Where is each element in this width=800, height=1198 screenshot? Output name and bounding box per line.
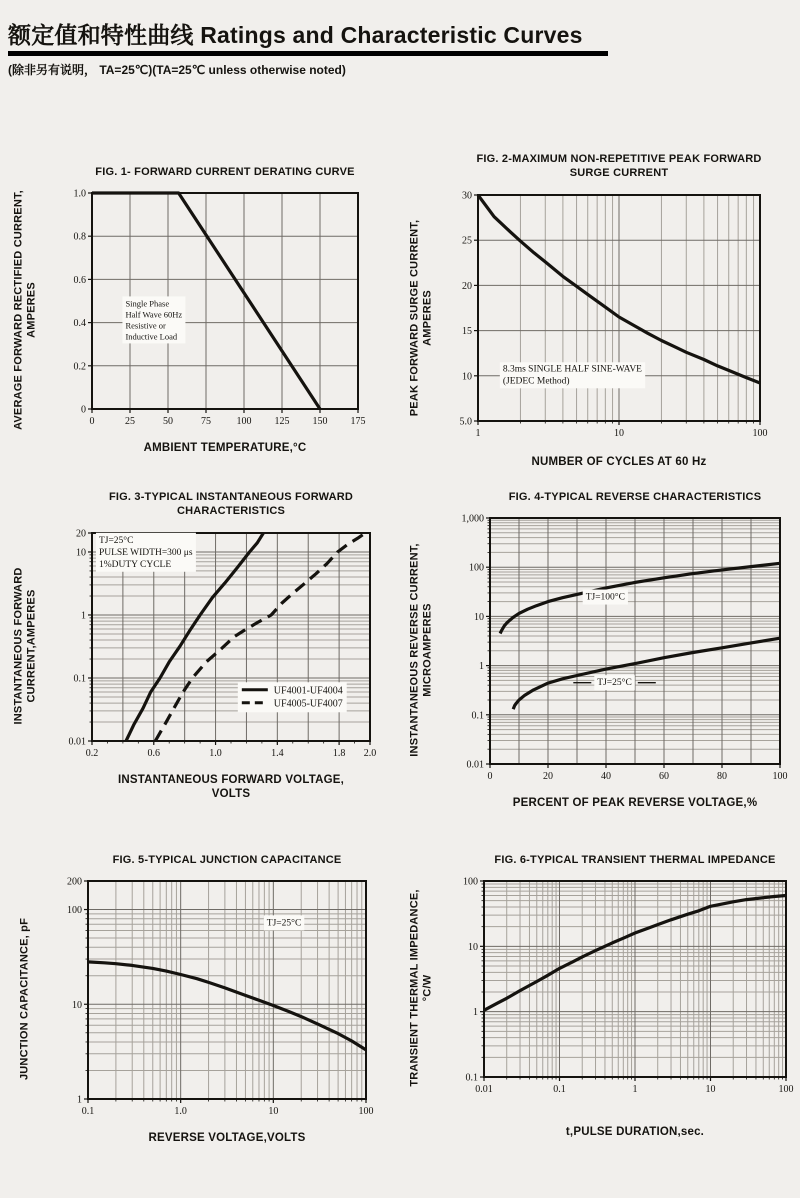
- figure-4-chart: [442, 510, 792, 790]
- svg-text:5.0: 5.0: [459, 416, 472, 428]
- svg-text:10: 10: [474, 612, 484, 624]
- svg-text:1.8: 1.8: [332, 747, 346, 759]
- svg-text:100: 100: [752, 427, 768, 439]
- svg-text:(JEDEC Method): (JEDEC Method): [502, 375, 570, 386]
- svg-text:25: 25: [125, 416, 135, 428]
- svg-text:175: 175: [350, 416, 366, 428]
- svg-text:2.0: 2.0: [363, 747, 377, 759]
- svg-text:10: 10: [76, 547, 86, 559]
- svg-text:0: 0: [487, 771, 493, 783]
- fig4-annotation-0: [583, 590, 628, 605]
- svg-text:0.01: 0.01: [68, 736, 86, 748]
- figure-6-y-axis-label: TRANSIENT THERMAL IMPEDANCE, °C/W: [408, 889, 433, 1087]
- figure-2-title: FIG. 2-MAXIMUM NON-REPETITIVE PEAK FORWARD SURGE CURRENT: [476, 153, 762, 180]
- figure-2-y-axis-label: PEAK FORWARD SURGE CURRENT, AMPERES: [408, 219, 433, 416]
- fig1-annotation-0: [122, 297, 185, 344]
- figure-4-y-axis-label: INSTANTANEOUS REVERSE CURRENT, MICROAMPERES: [408, 543, 433, 757]
- svg-text:100: 100: [463, 876, 478, 888]
- svg-text:0.6: 0.6: [73, 275, 86, 287]
- svg-text:0.2: 0.2: [85, 747, 99, 759]
- fig3-annotation-0: [96, 532, 196, 571]
- svg-text:10: 10: [614, 427, 624, 439]
- svg-text:100: 100: [469, 562, 484, 574]
- svg-text:0.1: 0.1: [73, 673, 86, 685]
- figure-3-title: FIG. 3-TYPICAL INSTANTANEOUS FORWARD CHARACTERISTICS: [108, 491, 354, 518]
- svg-text:15: 15: [462, 325, 472, 337]
- svg-text:200: 200: [67, 876, 82, 888]
- fig6-axis-ticks: [463, 877, 794, 1096]
- figure-6-x-axis-label: t,PULSE DURATION,sec.: [565, 1126, 705, 1139]
- svg-text:20: 20: [76, 528, 86, 540]
- figure-5-title: FIG. 5-TYPICAL JUNCTION CAPACITANCE: [112, 854, 342, 866]
- fig3-legend: [238, 682, 347, 712]
- page-title: [8, 22, 608, 56]
- page-subtitle: (除非另有说明， TA=25℃)(TA=25℃ unless otherwise noted): [8, 63, 346, 78]
- figure-6-title: FIG. 6-TYPICAL TRANSIENT THERMAL IMPEDANCE: [494, 854, 776, 866]
- svg-text:0.01: 0.01: [466, 759, 484, 771]
- svg-text:0.2: 0.2: [73, 361, 86, 373]
- svg-text:20: 20: [462, 280, 472, 292]
- svg-text:1: 1: [632, 1084, 638, 1096]
- svg-text:125: 125: [274, 416, 290, 428]
- svg-text:PULSE WIDTH=300 μs: PULSE WIDTH=300 μs: [98, 547, 193, 558]
- svg-text:Half Wave 60Hz: Half Wave 60Hz: [125, 309, 183, 320]
- svg-text:1.0: 1.0: [209, 747, 222, 759]
- fig4-major-gridlines: [490, 518, 780, 764]
- svg-text:1: 1: [81, 610, 86, 622]
- figure-4: [400, 490, 796, 811]
- figure-5: [4, 853, 394, 1146]
- svg-text:100: 100: [358, 1106, 374, 1118]
- figure-6-chart: [442, 873, 794, 1103]
- figure-1-title: FIG. 1- FORWARD CURRENT DERATING CURVE: [95, 166, 355, 178]
- svg-text:1.4: 1.4: [271, 747, 284, 759]
- figure-2-chart: [442, 187, 776, 449]
- figure-1: [4, 165, 394, 456]
- svg-text:0.8: 0.8: [73, 231, 86, 243]
- svg-text:100: 100: [778, 1084, 794, 1096]
- svg-text:1: 1: [479, 661, 484, 673]
- svg-text:0: 0: [81, 404, 86, 416]
- fig5-axis-ticks: [67, 877, 374, 1118]
- svg-text:0.1: 0.1: [81, 1106, 95, 1118]
- svg-text:Inductive Load: Inductive Load: [125, 331, 178, 342]
- figure-2: [400, 152, 796, 469]
- svg-text:0.1: 0.1: [553, 1084, 566, 1096]
- svg-text:0.4: 0.4: [73, 318, 86, 330]
- figure-1-chart: [46, 185, 382, 435]
- svg-text:1.0: 1.0: [174, 1106, 187, 1118]
- svg-text:20: 20: [543, 771, 553, 783]
- fig2-annotation-0: [500, 362, 645, 388]
- svg-text:30: 30: [462, 190, 472, 202]
- fig5-series: [88, 962, 366, 1050]
- svg-text:25: 25: [462, 235, 472, 247]
- figure-6: [400, 853, 796, 1140]
- svg-text:0.1: 0.1: [465, 1072, 478, 1084]
- svg-text:TJ=100°C: TJ=100°C: [585, 592, 625, 603]
- svg-text:100: 100: [236, 416, 252, 428]
- figure-5-x-axis-label: REVERSE VOLTAGE,VOLTS: [148, 1132, 306, 1145]
- svg-text:10: 10: [705, 1084, 716, 1096]
- page-title-en: Ratings and Characteristic Curves: [193, 22, 583, 48]
- svg-text:1%DUTY CYCLE: 1%DUTY CYCLE: [98, 559, 172, 570]
- svg-text:80: 80: [717, 771, 727, 783]
- svg-text:TJ=25°C: TJ=25°C: [266, 918, 302, 929]
- svg-text:40: 40: [601, 771, 611, 783]
- figure-3-y-axis-label: INSTANTANEOUS FORWARD CURRENT,AMPERES: [12, 567, 37, 725]
- svg-text:150: 150: [312, 416, 328, 428]
- page-header: [8, 22, 792, 78]
- svg-text:10: 10: [468, 942, 478, 954]
- fig1-axis-ticks: [74, 189, 366, 428]
- fig4-annotation-1: [573, 675, 656, 690]
- svg-text:1,000: 1,000: [461, 513, 484, 525]
- svg-text:1: 1: [473, 1007, 478, 1019]
- svg-text:10: 10: [462, 370, 472, 382]
- fig4-axis-ticks: [462, 514, 788, 783]
- page-title-cn: 额定值和特性曲线: [8, 22, 194, 48]
- figure-5-y-axis-label: JUNCTION CAPACITANCE, pF: [18, 918, 31, 1081]
- figure-1-x-axis-label: AMBIENT TEMPERATURE,°C: [143, 442, 307, 455]
- svg-text:100: 100: [772, 771, 788, 783]
- svg-text:UF4005-UF4007: UF4005-UF4007: [273, 697, 343, 709]
- figure-3-chart: [46, 525, 380, 767]
- svg-text:1: 1: [475, 427, 481, 439]
- svg-text:75: 75: [201, 416, 211, 428]
- figure-3: [4, 490, 394, 801]
- figure-5-chart: [46, 873, 382, 1125]
- figure-2-x-axis-label: NUMBER OF CYCLES AT 60 Hz: [531, 455, 707, 468]
- svg-text:100: 100: [67, 905, 82, 917]
- fig5-annotation-0: [264, 916, 305, 931]
- svg-text:0.1: 0.1: [471, 710, 484, 722]
- svg-text:UF4001-UF4004: UF4001-UF4004: [273, 684, 343, 696]
- figure-4-x-axis-label: PERCENT OF PEAK REVERSE VOLTAGE,%: [512, 797, 758, 810]
- figure-4-title: FIG. 4-TYPICAL REVERSE CHARACTERISTICS: [508, 491, 762, 503]
- svg-text:TJ=25°C: TJ=25°C: [597, 678, 632, 689]
- svg-text:0.01: 0.01: [475, 1084, 493, 1096]
- svg-text:0: 0: [89, 416, 95, 428]
- svg-text:Single Phase: Single Phase: [125, 298, 170, 309]
- svg-text:10: 10: [268, 1106, 279, 1118]
- svg-text:50: 50: [163, 416, 173, 428]
- svg-text:0.6: 0.6: [147, 747, 161, 759]
- svg-text:8.3ms SINGLE HALF SINE-WAVE: 8.3ms SINGLE HALF SINE-WAVE: [502, 363, 642, 374]
- svg-text:1.0: 1.0: [73, 188, 86, 200]
- figure-1-y-axis-label: AVERAGE FORWARD RECTIFIED CURRENT, AMPERES: [12, 190, 37, 431]
- figure-3-x-axis-label: INSTANTANEOUS FORWARD VOLTAGE, VOLTS: [118, 773, 344, 800]
- svg-text:60: 60: [659, 771, 669, 783]
- svg-text:TJ=25°C: TJ=25°C: [98, 535, 134, 546]
- svg-text:1: 1: [77, 1094, 82, 1106]
- svg-text:10: 10: [72, 1000, 82, 1012]
- svg-text:Resistive or: Resistive or: [125, 320, 166, 331]
